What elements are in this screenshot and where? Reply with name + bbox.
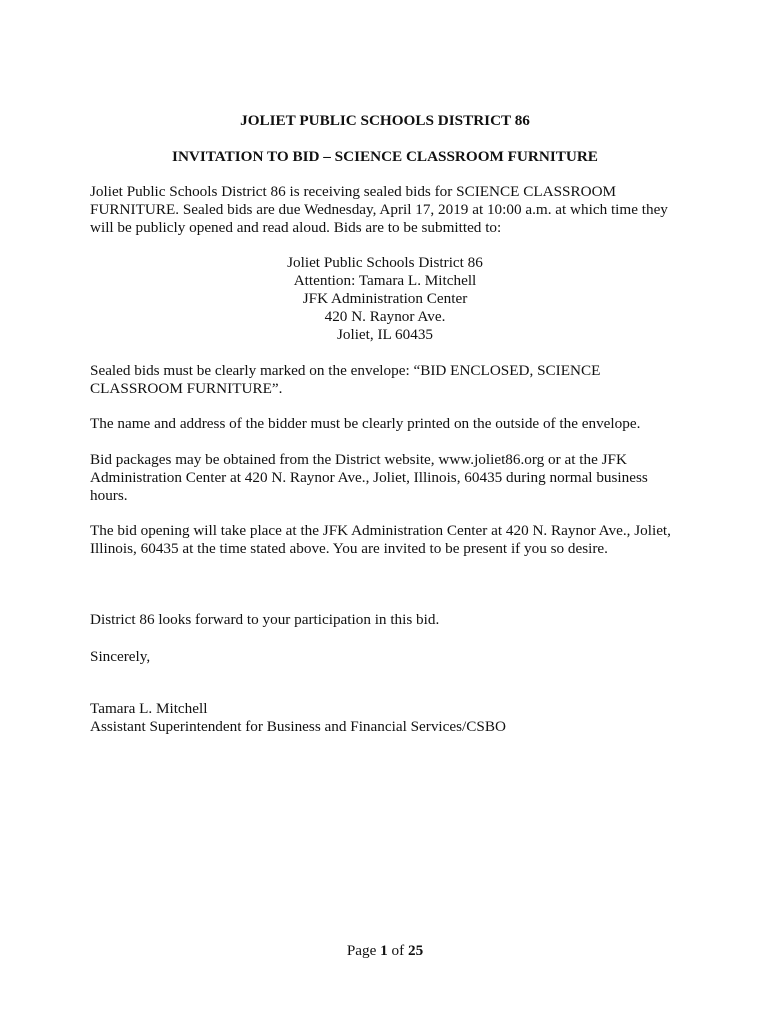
packages-paragraph	[90, 451, 690, 505]
page-word: Page	[346, 942, 377, 959]
district-heading: JOLIET PUBLIC SCHOOLS DISTRICT 86	[240, 112, 530, 129]
closing-line: District 86 looks forward to your participation in this bid.	[90, 611, 440, 628]
intro-line: FURNITURE. Sealed bids are due Wednesday, April 17, 2019 at 10:00 a.m. at which time they	[90, 201, 668, 218]
address-line: Joliet, IL 60435	[336, 326, 434, 343]
marking-line: Sealed bids must be clearly marked on the envelope: “BID ENCLOSED, SCIENCE	[90, 362, 601, 379]
opening-line: The bid opening will take place at the JFK Administration Center at 420 N. Raynor Ave., Joliet,	[90, 522, 671, 539]
signer-name: Tamara L. Mitchell	[90, 700, 208, 717]
packages-line: hours.	[90, 487, 128, 504]
document-title: INVITATION TO BID – SCIENCE CLASSROOM FURNITURE	[172, 148, 598, 165]
opening-line: Illinois, 60435 at the time stated above. You are invited to be present if you so desire.	[90, 540, 608, 557]
salutation: Sincerely,	[90, 648, 151, 665]
name-address-line: The name and address of the bidder must be clearly printed on the outside of the envelope.	[90, 415, 641, 432]
intro-line: Joliet Public Schools District 86 is receiving sealed bids for SCIENCE CLASSROOM	[90, 183, 617, 200]
packages-line: Administration Center at 420 N. Raynor Ave., Joliet, Illinois, 60435 during normal business	[90, 469, 648, 486]
opening-paragraph	[90, 522, 690, 558]
page-total: 25	[407, 942, 424, 959]
intro-line: will be publicly opened and read aloud. Bids are to be submitted to:	[90, 219, 502, 236]
intro-paragraph	[90, 183, 690, 237]
page-number: 1	[380, 942, 388, 959]
of-word: of	[391, 942, 405, 959]
address-line: Joliet Public Schools District 86	[287, 254, 483, 271]
page-footer	[0, 942, 770, 960]
submission-address	[0, 254, 770, 344]
signer-title: Assistant Superintendent for Business and Financial Services/CSBO	[90, 718, 506, 735]
marking-paragraph	[90, 362, 690, 398]
packages-line: Bid packages may be obtained from the District website, www.joliet86.org or at the JFK	[90, 451, 627, 468]
address-line: 420 N. Raynor Ave.	[324, 308, 446, 325]
address-line: Attention: Tamara L. Mitchell	[293, 272, 477, 289]
name-address-paragraph	[90, 415, 690, 433]
address-line: JFK Administration Center	[302, 290, 468, 307]
marking-line: CLASSROOM FURNITURE”.	[90, 380, 283, 397]
